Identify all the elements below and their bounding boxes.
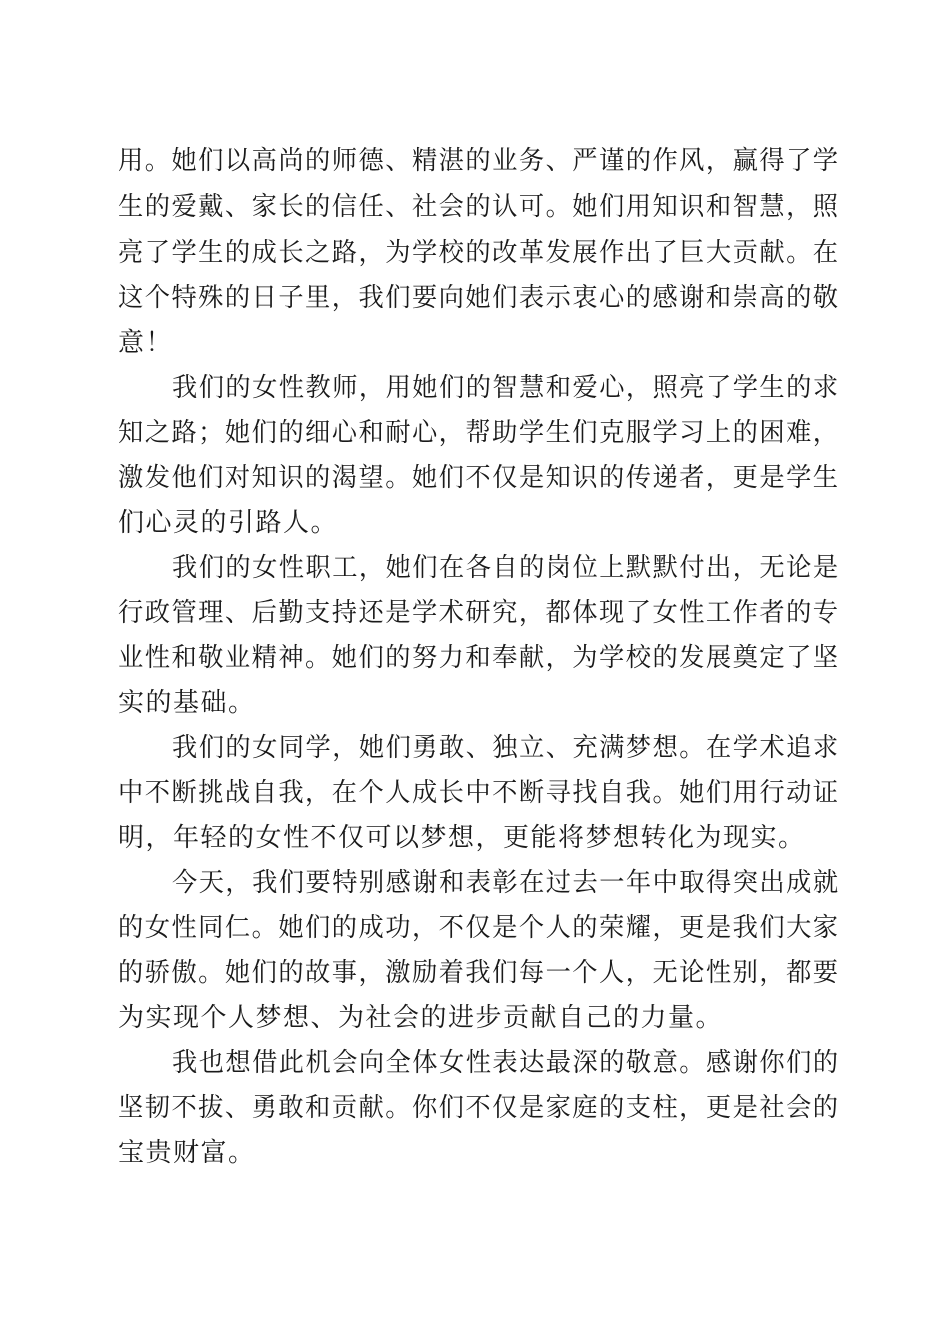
text-line-content: 业性和敬业精神。她们的努力和奉献，为学校的发展奠定了坚 <box>118 643 840 673</box>
text-line-content: 明，年轻的女性不仅可以梦想，更能将梦想转化为现实。 <box>118 823 806 853</box>
paragraph-first-line <box>0 1047 950 1079</box>
text-line <box>0 507 950 539</box>
text-line <box>0 417 950 449</box>
text-line <box>0 642 950 674</box>
text-line <box>0 1092 950 1124</box>
text-line-content: 生的爱戴、家长的信任、社会的认可。她们用知识和智慧，照 <box>118 192 840 222</box>
text-line-content: 激发他们对知识的渴望。她们不仅是知识的传递者，更是学生 <box>118 463 840 493</box>
text-line-content: 我们的女同学，她们勇敢、独立、充满梦想。在学术追求 <box>172 733 840 763</box>
paragraph-first-line <box>0 372 950 404</box>
paragraph-first-line <box>0 732 950 764</box>
text-line-content: 我们的女性职工，她们在各自的岗位上默默付出，无论是 <box>172 553 840 583</box>
text-line-content: 的女性同仁。她们的成功，不仅是个人的荣耀，更是我们大家 <box>118 913 840 943</box>
text-line-content: 今天，我们要特别感谢和表彰在过去一年中取得突出成就 <box>172 868 840 898</box>
text-line-content: 坚韧不拔、勇敢和贡献。你们不仅是家庭的支柱，更是社会的 <box>118 1093 840 1123</box>
text-line-content: 实的基础。 <box>118 688 256 718</box>
text-line <box>0 145 950 177</box>
text-line-content: 这个特殊的日子里，我们要向她们表示衷心的感谢和崇高的敬 <box>118 283 840 313</box>
text-line-content: 行政管理、后勤支持还是学术研究，都体现了女性工作者的专 <box>118 598 840 628</box>
text-line <box>0 822 950 854</box>
text-line-content: 宝贵财富。 <box>118 1138 256 1168</box>
text-line <box>0 462 950 494</box>
text-line <box>0 687 950 719</box>
text-line-content: 我也想借此机会向全体女性表达最深的敬意。感谢你们的 <box>172 1048 840 1078</box>
text-line-content: 意！ <box>118 328 174 358</box>
text-line-content: 为实现个人梦想、为社会的进步贡献自己的力量。 <box>118 1003 724 1033</box>
text-line-content: 用。她们以高尚的师德、精湛的业务、严谨的作风，赢得了学 <box>118 146 840 176</box>
text-line <box>0 191 950 223</box>
text-line <box>0 282 950 314</box>
text-line <box>0 777 950 809</box>
text-line <box>0 957 950 989</box>
text-line <box>0 1137 950 1169</box>
text-line-content: 知之路；她们的细心和耐心，帮助学生们克服学习上的困难， <box>118 418 840 448</box>
paragraph-first-line <box>0 552 950 584</box>
text-line-content: 的骄傲。她们的故事，激励着我们每一个人，无论性别，都要 <box>118 958 840 988</box>
text-line <box>0 1002 950 1034</box>
text-line-content: 亮了学生的成长之路，为学校的改革发展作出了巨大贡献。在 <box>118 238 840 268</box>
text-line <box>0 597 950 629</box>
text-line <box>0 912 950 944</box>
text-line-content: 中不断挑战自我，在个人成长中不断寻找自我。她们用行动证 <box>118 778 840 808</box>
paragraph-first-line <box>0 867 950 899</box>
text-line-content: 我们的女性教师，用她们的智慧和爱心，照亮了学生的求 <box>172 373 840 403</box>
text-line-content: 们心灵的引路人。 <box>118 508 339 538</box>
text-line <box>0 327 950 359</box>
text-line <box>0 237 950 269</box>
